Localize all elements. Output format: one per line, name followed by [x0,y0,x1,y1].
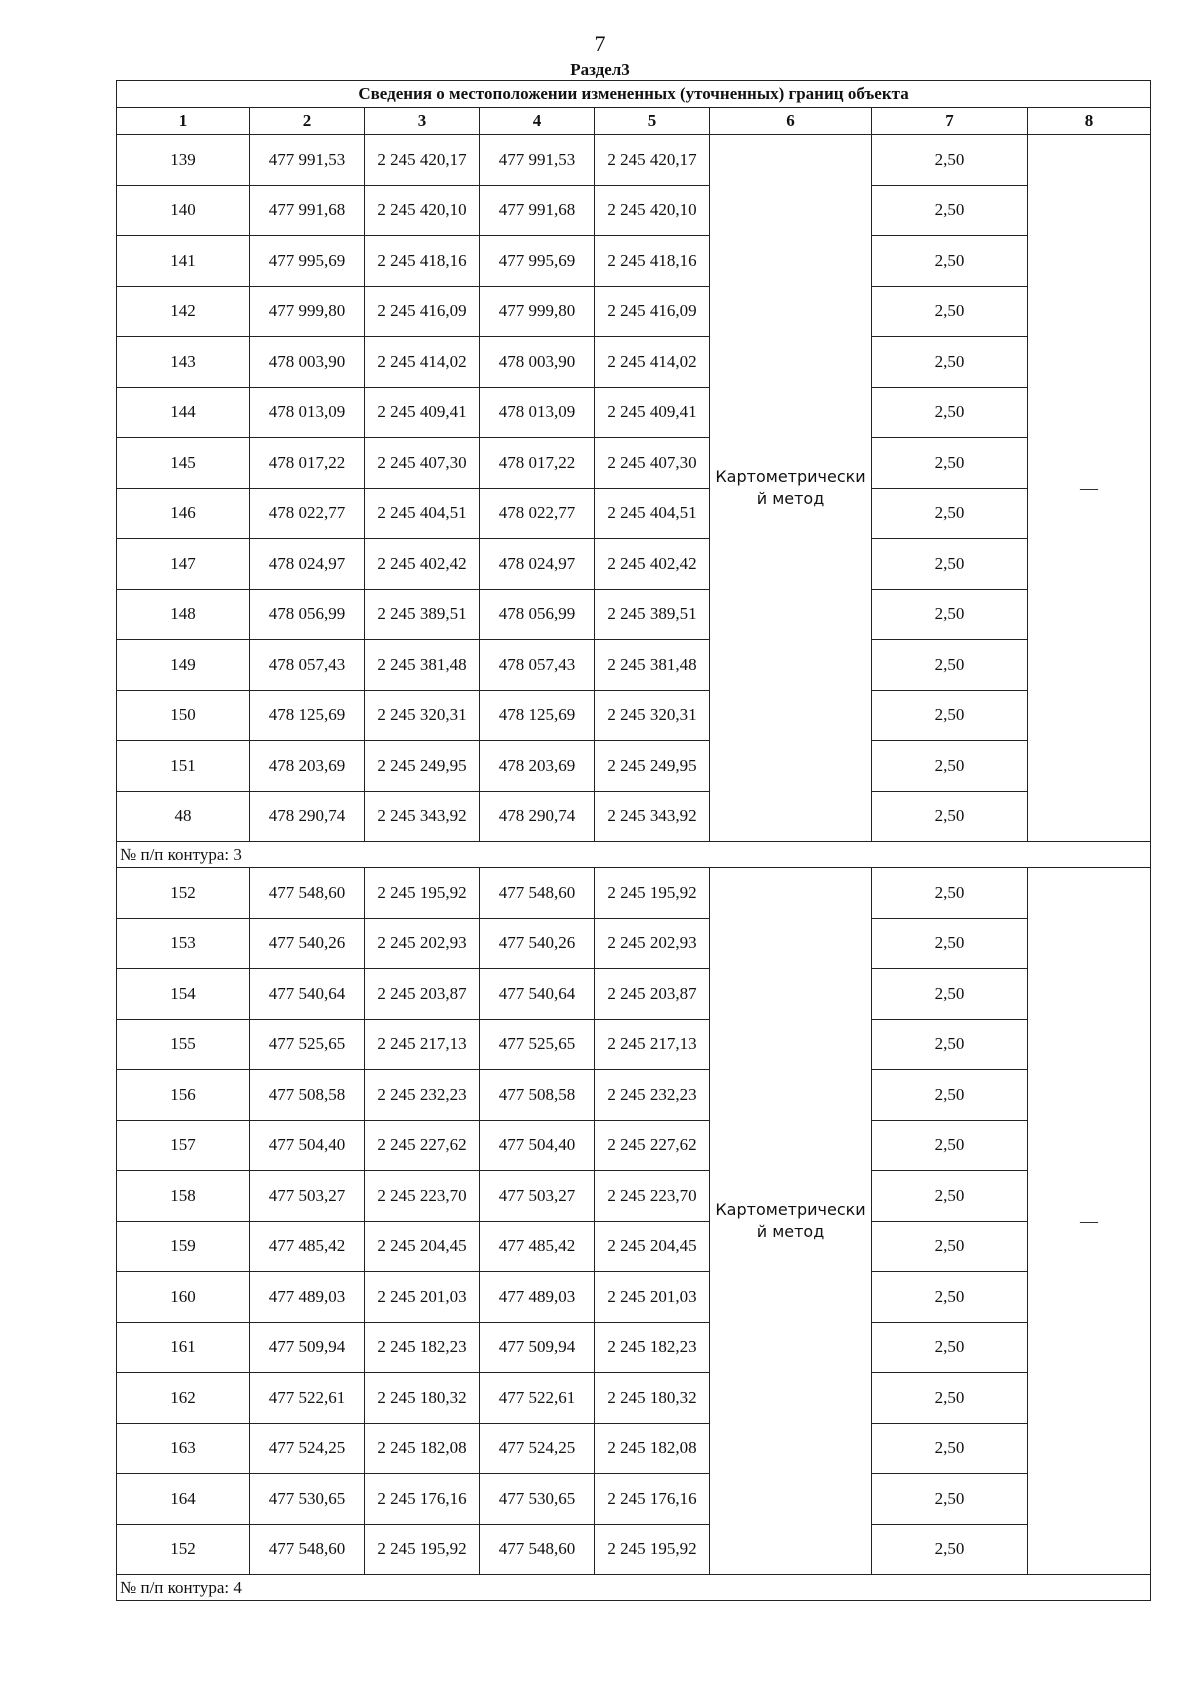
x-new-cell: 478 290,74 [480,791,595,842]
x-old-cell: 477 991,68 [250,185,365,236]
x-old-cell: 478 003,90 [250,337,365,388]
y-new-cell: 2 245 381,48 [595,640,710,691]
y-new-cell: 2 245 404,51 [595,488,710,539]
x-new-cell: 478 203,69 [480,741,595,792]
table-row [117,640,1151,691]
y-new-cell: 2 245 201,03 [595,1272,710,1323]
precision-cell: 2,50 [872,488,1028,539]
point-number-cell: 159 [117,1221,250,1272]
column-header: 8 [1028,108,1151,135]
point-number-cell: 152 [117,1524,250,1575]
precision-cell: 2,50 [872,1019,1028,1070]
table-row [117,791,1151,842]
table-row [117,969,1151,1020]
column-header: 1 [117,108,250,135]
point-number-cell: 155 [117,1019,250,1070]
y-old-cell: 2 245 381,48 [365,640,480,691]
table-row [117,1221,1151,1272]
y-old-cell: 2 245 320,31 [365,690,480,741]
x-new-cell: 478 022,77 [480,488,595,539]
x-old-cell: 477 991,53 [250,135,365,186]
precision-cell: 2,50 [872,969,1028,1020]
precision-cell: 2,50 [872,1272,1028,1323]
y-old-cell: 2 245 176,16 [365,1474,480,1525]
y-new-cell: 2 245 343,92 [595,791,710,842]
x-new-cell: 477 489,03 [480,1272,595,1323]
x-old-cell: 477 530,65 [250,1474,365,1525]
precision-cell: 2,50 [872,589,1028,640]
table-row [117,1272,1151,1323]
table-row [117,1019,1151,1070]
x-new-cell: 477 525,65 [480,1019,595,1070]
table-row [117,868,1151,919]
table-body [117,135,1151,1601]
y-new-cell: 2 245 227,62 [595,1120,710,1171]
y-new-cell: 2 245 420,10 [595,185,710,236]
x-old-cell: 477 524,25 [250,1423,365,1474]
precision-cell: 2,50 [872,1221,1028,1272]
method-cell: Картометрически й метод [710,135,872,842]
x-old-cell: 478 203,69 [250,741,365,792]
y-old-cell: 2 245 409,41 [365,387,480,438]
point-number-cell: 144 [117,387,250,438]
table-row [117,539,1151,590]
x-old-cell: 477 485,42 [250,1221,365,1272]
x-new-cell: 478 013,09 [480,387,595,438]
x-old-cell: 477 548,60 [250,868,365,919]
x-new-cell: 478 017,22 [480,438,595,489]
table-row [117,918,1151,969]
point-number-cell: 153 [117,918,250,969]
table-row [117,438,1151,489]
table-caption: Сведения о местоположении измененных (уточненных) границ объекта [117,81,1151,108]
y-old-cell: 2 245 195,92 [365,1524,480,1575]
y-old-cell: 2 245 389,51 [365,589,480,640]
precision-cell: 2,50 [872,1322,1028,1373]
table-row [117,589,1151,640]
y-old-cell: 2 245 182,23 [365,1322,480,1373]
table-header-row [117,108,1151,135]
table-caption-row [117,81,1151,108]
precision-cell: 2,50 [872,387,1028,438]
y-new-cell: 2 245 217,13 [595,1019,710,1070]
y-new-cell: 2 245 204,45 [595,1221,710,1272]
table-row [117,1474,1151,1525]
table-row [117,488,1151,539]
y-old-cell: 2 245 202,93 [365,918,480,969]
y-new-cell: 2 245 182,08 [595,1423,710,1474]
table-row [117,286,1151,337]
description-cell: — [1028,135,1151,842]
x-new-cell: 477 530,65 [480,1474,595,1525]
y-old-cell: 2 245 407,30 [365,438,480,489]
y-old-cell: 2 245 416,09 [365,286,480,337]
y-old-cell: 2 245 204,45 [365,1221,480,1272]
table-row [117,1524,1151,1575]
precision-cell: 2,50 [872,1373,1028,1424]
y-new-cell: 2 245 416,09 [595,286,710,337]
table-row [117,236,1151,287]
x-new-cell: 477 504,40 [480,1120,595,1171]
x-new-cell: 477 522,61 [480,1373,595,1424]
x-new-cell: 477 540,26 [480,918,595,969]
contour-label: № п/п контура: 3 [117,842,1151,868]
y-new-cell: 2 245 407,30 [595,438,710,489]
y-new-cell: 2 245 420,17 [595,135,710,186]
x-old-cell: 477 508,58 [250,1070,365,1121]
x-old-cell: 477 525,65 [250,1019,365,1070]
x-old-cell: 477 548,60 [250,1524,365,1575]
y-new-cell: 2 245 182,23 [595,1322,710,1373]
x-old-cell: 478 013,09 [250,387,365,438]
precision-cell: 2,50 [872,640,1028,691]
x-new-cell: 478 003,90 [480,337,595,388]
point-number-cell: 163 [117,1423,250,1474]
y-old-cell: 2 245 420,10 [365,185,480,236]
x-new-cell: 477 991,53 [480,135,595,186]
y-old-cell: 2 245 343,92 [365,791,480,842]
y-old-cell: 2 245 195,92 [365,868,480,919]
column-header: 7 [872,108,1028,135]
precision-cell: 2,50 [872,918,1028,969]
y-new-cell: 2 245 402,42 [595,539,710,590]
y-new-cell: 2 245 202,93 [595,918,710,969]
x-old-cell: 478 057,43 [250,640,365,691]
y-new-cell: 2 245 176,16 [595,1474,710,1525]
x-old-cell: 477 540,64 [250,969,365,1020]
y-new-cell: 2 245 203,87 [595,969,710,1020]
x-old-cell: 477 503,27 [250,1171,365,1222]
table-row [117,185,1151,236]
y-old-cell: 2 245 201,03 [365,1272,480,1323]
method-cell: Картометрически й метод [710,868,872,1575]
y-new-cell: 2 245 223,70 [595,1171,710,1222]
x-new-cell: 477 509,94 [480,1322,595,1373]
y-old-cell: 2 245 402,42 [365,539,480,590]
point-number-cell: 158 [117,1171,250,1222]
column-header: 2 [250,108,365,135]
x-old-cell: 478 022,77 [250,488,365,539]
x-new-cell: 477 995,69 [480,236,595,287]
point-number-cell: 164 [117,1474,250,1525]
y-old-cell: 2 245 203,87 [365,969,480,1020]
point-number-cell: 145 [117,438,250,489]
y-new-cell: 2 245 232,23 [595,1070,710,1121]
x-old-cell: 478 024,97 [250,539,365,590]
y-new-cell: 2 245 195,92 [595,868,710,919]
table-row [117,1423,1151,1474]
precision-cell: 2,50 [872,741,1028,792]
y-new-cell: 2 245 249,95 [595,741,710,792]
precision-cell: 2,50 [872,1423,1028,1474]
precision-cell: 2,50 [872,539,1028,590]
table-row [117,337,1151,388]
x-new-cell: 477 503,27 [480,1171,595,1222]
table-row [117,690,1151,741]
point-number-cell: 141 [117,236,250,287]
precision-cell: 2,50 [872,438,1028,489]
x-old-cell: 477 999,80 [250,286,365,337]
x-new-cell: 477 540,64 [480,969,595,1020]
point-number-cell: 152 [117,868,250,919]
x-old-cell: 477 995,69 [250,236,365,287]
y-old-cell: 2 245 217,13 [365,1019,480,1070]
point-number-cell: 148 [117,589,250,640]
point-number-cell: 147 [117,539,250,590]
point-number-cell: 156 [117,1070,250,1121]
table-row [117,1322,1151,1373]
contour-row [117,1575,1151,1601]
table-row [117,387,1151,438]
y-new-cell: 2 245 195,92 [595,1524,710,1575]
x-new-cell: 477 508,58 [480,1070,595,1121]
column-header: 6 [710,108,872,135]
contour-row [117,842,1151,868]
section-title: Раздел3 [570,60,630,79]
y-old-cell: 2 245 227,62 [365,1120,480,1171]
precision-cell: 2,50 [872,185,1028,236]
y-old-cell: 2 245 420,17 [365,135,480,186]
y-new-cell: 2 245 180,32 [595,1373,710,1424]
table-row [117,1171,1151,1222]
y-old-cell: 2 245 182,08 [365,1423,480,1474]
precision-cell: 2,50 [872,1070,1028,1121]
precision-cell: 2,50 [872,791,1028,842]
table-row [117,1070,1151,1121]
description-cell: — [1028,868,1151,1575]
y-old-cell: 2 245 180,32 [365,1373,480,1424]
point-number-cell: 140 [117,185,250,236]
x-old-cell: 478 125,69 [250,690,365,741]
x-old-cell: 478 017,22 [250,438,365,489]
x-new-cell: 477 999,80 [480,286,595,337]
table-row [117,135,1151,186]
page-number: 7 [594,31,606,56]
y-old-cell: 2 245 414,02 [365,337,480,388]
x-old-cell: 477 540,26 [250,918,365,969]
x-new-cell: 477 524,25 [480,1423,595,1474]
y-old-cell: 2 245 404,51 [365,488,480,539]
x-old-cell: 477 489,03 [250,1272,365,1323]
x-old-cell: 477 522,61 [250,1373,365,1424]
precision-cell: 2,50 [872,690,1028,741]
x-new-cell: 478 057,43 [480,640,595,691]
x-new-cell: 477 485,42 [480,1221,595,1272]
point-number-cell: 142 [117,286,250,337]
table-row [117,1373,1151,1424]
column-header: 5 [595,108,710,135]
y-old-cell: 2 245 249,95 [365,741,480,792]
y-new-cell: 2 245 409,41 [595,387,710,438]
point-number-cell: 48 [117,791,250,842]
y-new-cell: 2 245 389,51 [595,589,710,640]
y-old-cell: 2 245 223,70 [365,1171,480,1222]
coordinates-table [116,80,1151,1601]
x-new-cell: 477 548,60 [480,1524,595,1575]
table-row [117,741,1151,792]
x-old-cell: 477 509,94 [250,1322,365,1373]
point-number-cell: 143 [117,337,250,388]
point-number-cell: 146 [117,488,250,539]
x-new-cell: 478 125,69 [480,690,595,741]
precision-cell: 2,50 [872,337,1028,388]
precision-cell: 2,50 [872,1474,1028,1525]
precision-cell: 2,50 [872,1120,1028,1171]
x-new-cell: 477 548,60 [480,868,595,919]
precision-cell: 2,50 [872,135,1028,186]
point-number-cell: 139 [117,135,250,186]
precision-cell: 2,50 [872,1171,1028,1222]
point-number-cell: 157 [117,1120,250,1171]
point-number-cell: 161 [117,1322,250,1373]
x-old-cell: 477 504,40 [250,1120,365,1171]
x-new-cell: 478 056,99 [480,589,595,640]
precision-cell: 2,50 [872,236,1028,287]
y-new-cell: 2 245 320,31 [595,690,710,741]
x-old-cell: 478 290,74 [250,791,365,842]
column-header: 3 [365,108,480,135]
contour-label: № п/п контура: 4 [117,1575,1151,1601]
x-new-cell: 477 991,68 [480,185,595,236]
precision-cell: 2,50 [872,868,1028,919]
y-new-cell: 2 245 414,02 [595,337,710,388]
point-number-cell: 151 [117,741,250,792]
point-number-cell: 160 [117,1272,250,1323]
precision-cell: 2,50 [872,286,1028,337]
column-header: 4 [480,108,595,135]
x-old-cell: 478 056,99 [250,589,365,640]
y-old-cell: 2 245 418,16 [365,236,480,287]
y-old-cell: 2 245 232,23 [365,1070,480,1121]
point-number-cell: 149 [117,640,250,691]
table-row [117,1120,1151,1171]
point-number-cell: 150 [117,690,250,741]
point-number-cell: 154 [117,969,250,1020]
precision-cell: 2,50 [872,1524,1028,1575]
x-new-cell: 478 024,97 [480,539,595,590]
y-new-cell: 2 245 418,16 [595,236,710,287]
point-number-cell: 162 [117,1373,250,1424]
